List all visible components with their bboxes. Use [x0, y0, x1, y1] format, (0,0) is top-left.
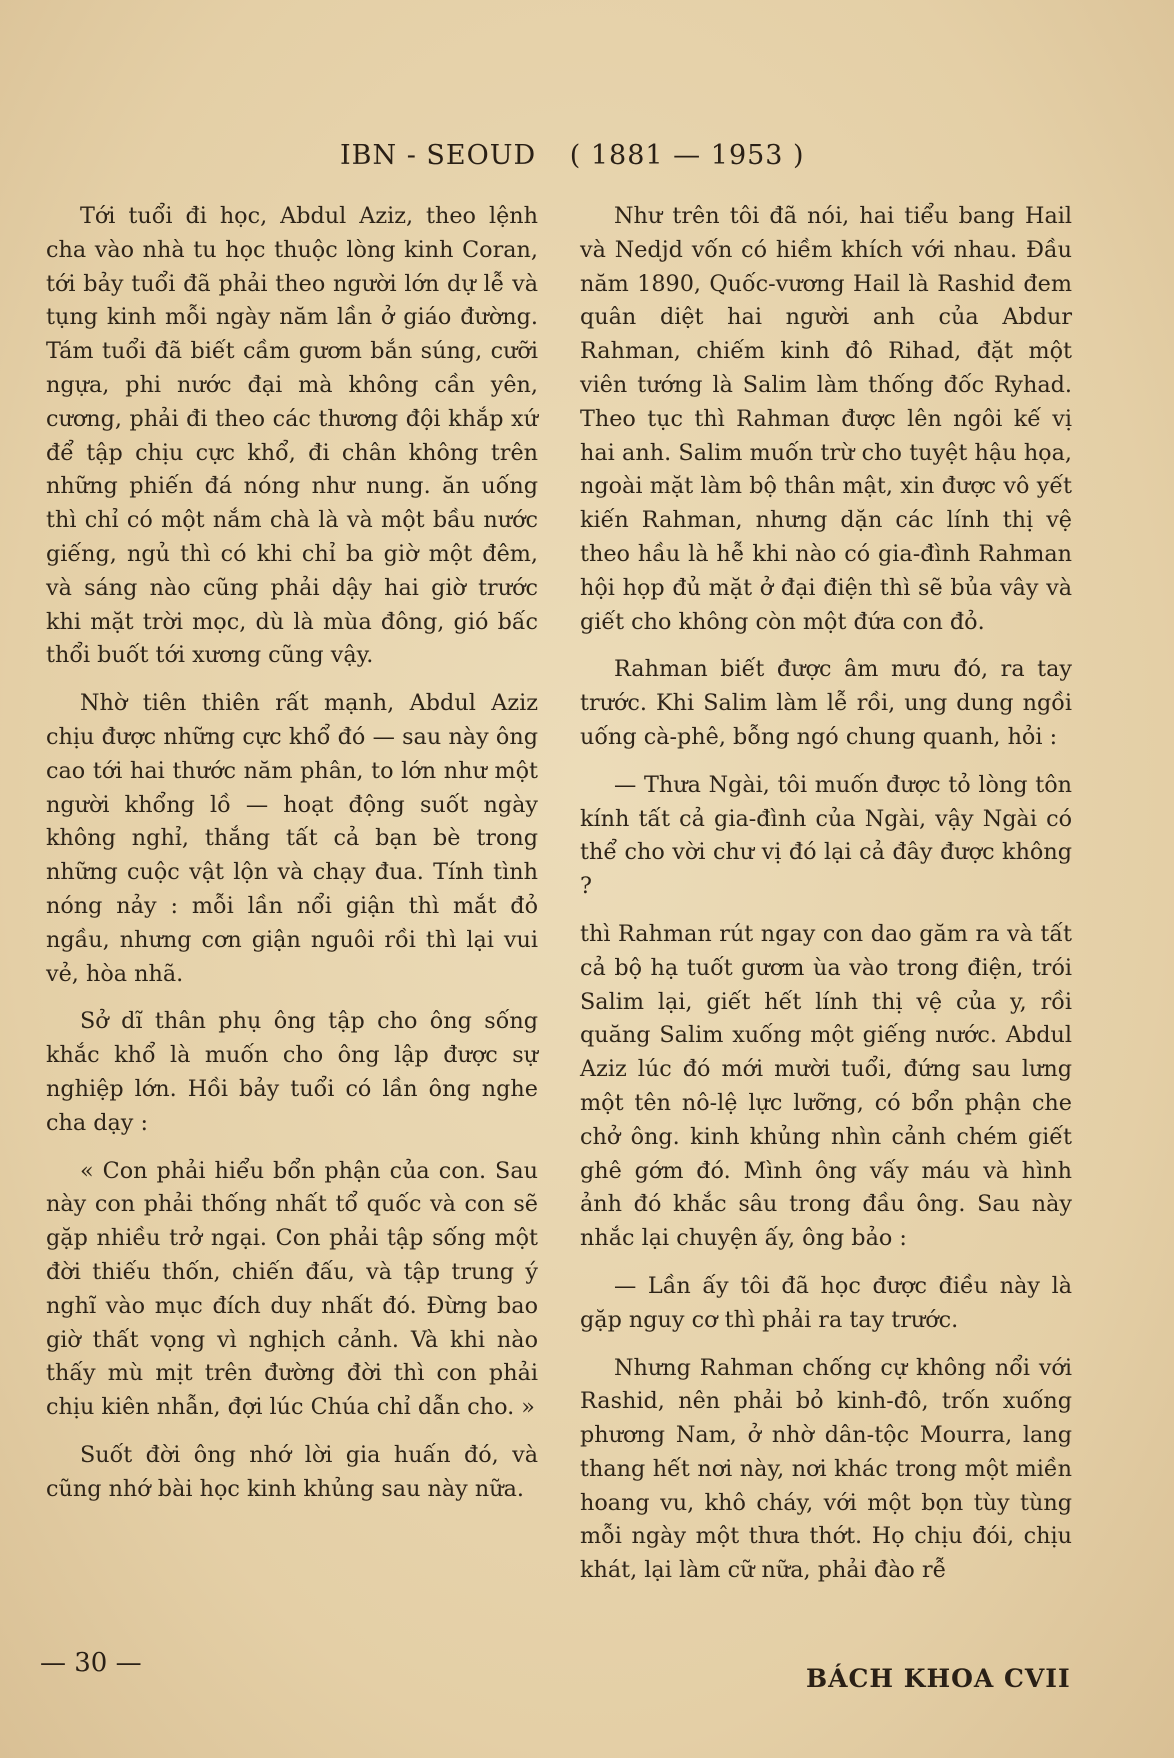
right-paragraph-1: Như trên tôi đã nói, hai tiểu bang Hail và Nedjd vốn có hiềm khích với nhau. Đầu năm 1890, Quốc-vương Hail là Rashid đem quân diệt hai người anh của Abdur Rahman, chiếm kinh đô Rihad, đặt một viên tướng là Salim làm thống đốc Ryhad. Theo tục thì Rahman được lên ngôi kế vị hai anh. Salim muốn trừ cho tuyệt hậu họa, ngoài mặt làm bộ thân mật, xin được vô yết kiến Rahman, nhưng dặn các lính thị vệ theo hầu là hễ khi nào có gia-đình Rahman hội họp đủ mặt ở đại điện thì sẽ bủa vây và giết cho không còn một đứa con đỏ.	[580, 203, 1072, 635]
running-header	[340, 140, 860, 171]
header-title: IBN - SEOUD	[340, 140, 537, 171]
magazine-footer: BÁCH KHOA CVII	[806, 1664, 1071, 1693]
left-paragraph-4: « Con phải hiểu bổn phận của con. Sau này con phải thống nhất tổ quốc và con sẽ gặp nhiều trở ngại. Con phải tập sống một đời thiếu thốn, chiến đấu, và tập trung ý nghĩ vào mục đích duy nhất đó. Đừng bao giờ thất vọng vì nghịch cảnh. Và khi nào thấy mù mịt trên đường đời thì con phải chịu kiên nhẫn, đợi lúc Chúa chỉ dẫn cho. »	[46, 1157, 538, 1421]
right-column	[580, 200, 1072, 1602]
left-paragraph-1: Tới tuổi đi học, Abdul Aziz, theo lệnh cha vào nhà tu học thuộc lòng kinh Coran, tới bảy tuổi đã phải theo người lớn dự lễ và tụng kinh mỗi ngày năm lần ở giáo đường. Tám tuổi đã biết cầm gươm bắn súng, cưỡi ngựa, phi nước đại mà không cần yên, cương, phải đi theo các thương đội khắp xứ để tập chịu cực khổ, đi chân không trên những phiến đá nóng như nung. ăn uống thì chỉ có một nắm chà là và một bầu nước giếng, ngủ thì có khi chỉ ba giờ một đêm, và sáng nào cũng phải dậy hai giờ trước khi mặt trời mọc, dù là mùa đông, gió bấc thổi buốt tới xương cũng vậy.	[46, 203, 538, 669]
right-paragraph-5: — Lần ấy tôi đã học được điều này là gặp nguy cơ thì phải ra tay trước.	[580, 1272, 1072, 1333]
page-number: — 30 —	[40, 1648, 142, 1678]
header-dates: ( 1881 — 1953 )	[569, 140, 805, 171]
left-paragraph-3: Sở dĩ thân phụ ông tập cho ông sống khắc khổ là muốn cho ông lập được sự nghiệp lớn. Hồi bảy tuổi có lần ông nghe cha dạy :	[46, 1008, 538, 1136]
left-column	[46, 200, 538, 1520]
left-paragraph-5: Suốt đời ông nhớ lời gia huấn đó, và cũng nhớ bài học kinh khủng sau này nữa.	[46, 1441, 538, 1502]
right-paragraph-4: thì Rahman rút ngay con dao găm ra và tất cả bộ hạ tuốt gươm ùa vào trong điện, trói Salim lại, giết hết lính thị vệ của y, rồi quăng Salim xuống một giếng nước. Abdul Aziz lúc đó mới mười tuổi, đứng sau lưng một tên nô-lệ lực lưỡng, có bổn phận che chở ông. kinh khủng nhìn cảnh chém giết ghê gớm đó. Mình ông vấy máu và hình ảnh đó khắc sâu trong đầu ông. Sau này nhắc lại chuyện ấy, ông bảo :	[580, 920, 1072, 1252]
right-paragraph-6: Nhưng Rahman chống cự không nổi với Rashid, nên phải bỏ kinh-đô, trốn xuống phương Nam, ở nhờ dân-tộc Mourra, lang thang hết nơi này, nơi khác trong một miền hoang vu, khô cháy, với một bọn tùy tùng mỗi ngày một thưa thớt. Họ chịu đói, chịu khát, lại làm cữ nữa, phải đào rễ	[580, 1354, 1072, 1584]
left-paragraph-2: Nhờ tiên thiên rất mạnh, Abdul Aziz chịu được những cực khổ đó — sau này ông cao tới hai thước năm phân, to lớn như một người khổng lồ — hoạt động suốt ngày không nghỉ, thắng tất cả bạn bè trong những cuộc vật lộn và chạy đua. Tính tình nóng nảy : mỗi lần nổi giận thì mắt đỏ ngầu, nhưng cơn giận nguôi rồi thì lại vui vẻ, hòa nhã.	[46, 690, 538, 987]
right-paragraph-2: Rahman biết được âm mưu đó, ra tay trước. Khi Salim làm lễ rồi, ung dung ngồi uống cà-phê, bỗng ngó chung quanh, hỏi :	[580, 656, 1072, 750]
right-paragraph-3: — Thưa Ngài, tôi muốn được tỏ lòng tôn kính tất cả gia-đình của Ngài, vậy Ngài có thể cho vời chư vị đó lại cả đây được không ?	[580, 771, 1072, 900]
